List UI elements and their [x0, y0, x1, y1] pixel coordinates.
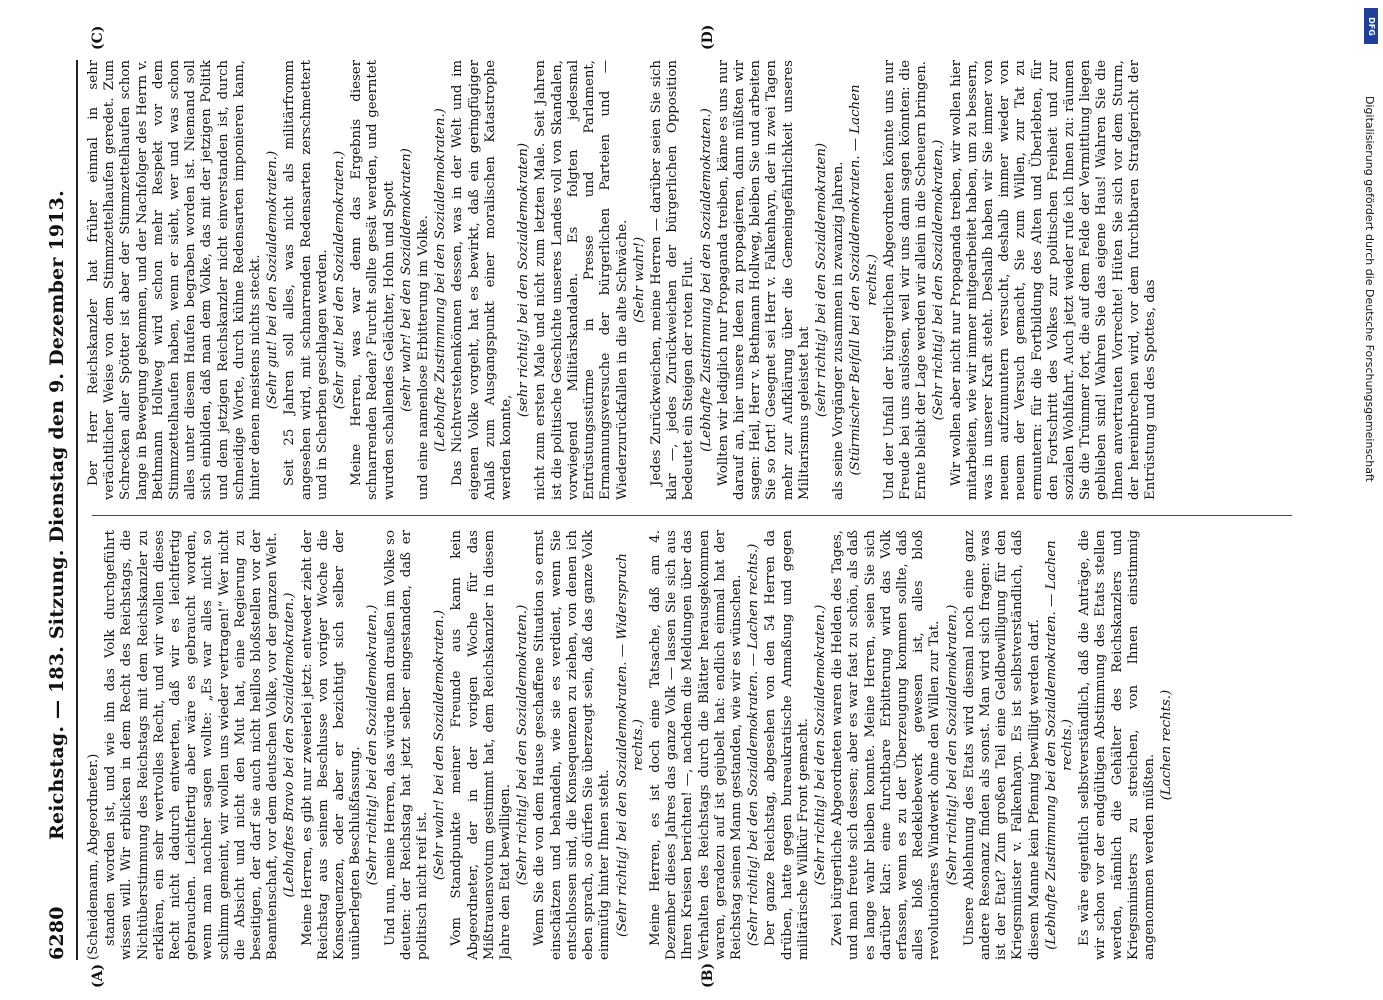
paragraph: nicht zum ersten Male und nicht zum letzten Male. Seit Jahren ist die politische Geschichte unseres Landes voll von Skandalen, vorwiegend Militärskandalen. Es folgten jedesmal Entrüstungsstürme in Presse und Parlament, Ermannungsversuche der bürgerlichen Parteien und — Wiederzurückfallen in die alte Schwäche. [533, 60, 630, 500]
paragraph: Jedes Zurückweichen, meine Herren — darüber seien Sie sich klar —, jedes Zurückweichen der bürgerlichen Opposition bedeutet ein Steigen der roten Flut. [648, 60, 697, 500]
column-divider [92, 515, 1292, 516]
interjection: (Lebhafte Zustimmung bei den Sozialdemokraten.) [433, 108, 449, 452]
paragraph: Das Nichtverstehenkönnen dessen, was in der Welt und im eigenen Volke vorgeht, hat es bewirkt, daß ein geringfügiger Anlaß zum Ausgangspunkt einer moralischen Katastrophe werden konnte, [450, 60, 515, 500]
margin-marker-c: (C) [90, 25, 106, 50]
interjection: (Sehr gut! bei den Sozialdemokraten.) [332, 150, 348, 410]
interjection: (Sehr richtig! bei den Sozialdemokraten.) [515, 604, 531, 886]
digitization-note-text: Digitalisierung gefördert durch die Deutsche Forschungsgemeinschaft [1363, 96, 1376, 482]
paragraph: und eine namenlose Erbitterung im Volke. [416, 215, 432, 500]
paragraph: Meine Herren, es ist doch eine Tatsache, daß am 4. Dezember dieses Jahres das ganze Volk — lassen Sie sich aus Ihren Kreisen berichten! —, nachdem die Meldungen über das Verhalten des Reichstags durch die Blätter herausgekommen waren, geradezu auf ist gejubelt hat: endlich einmal hat der Reichstag seinen Mann gestanden, wie wir es wünschen. [647, 530, 744, 960]
paragraph: Und nun, meine Herren, das würde man draußen im Volke so deuten: der Reichstag hat jetzt selber eingestanden, daß er politisch nicht reif ist. [382, 530, 431, 960]
digitization-note [1362, 6, 1378, 996]
paragraph: Meine Herren, was war denn das Ergebnis dieser schnarrenden Reden? Furcht sollte gesät werden, und geerntet wurden schallendes Gelächter, Hohn und Spott [349, 60, 397, 500]
paragraph: Unsere Ablehnung des Etats wird diesmal noch eine ganz andere Resonanz finden als sonst. Man wird sich fragen: was ist der Etat? Zum großen Teil eine Geldbewilligung für den Kriegsminister v. Falkenhayn. Es ist selbstverständlich, daß diesem Manne kein Pfennig bewilligt werden darf. [961, 530, 1042, 960]
interjection: (sehr wahr! bei den Sozialdemokraten) [398, 148, 414, 412]
paragraph: Es wäre eigentlich selbstverständlich, daß die Anträge, die wir schon vor der endgültigen Abstimmung des Etats stellen werden, nämlich die Gehälter des Reichskanzlers und Kriegsministers zu streichen, von Ihnen einstimmig angenommen werden müßten. [1077, 530, 1157, 960]
interjection: (Sehr richtig! bei den Sozialdemokraten. — Lachen rechts.) [746, 543, 762, 947]
page-title: Reichstag. — 183. Sitzung. Dienstag den 9. Dezember 1913. [46, 190, 68, 840]
header-rule [76, 60, 78, 960]
page-number: 6280 [46, 906, 68, 960]
paragraph: Der ganze Reichstag, abgesehen von den 54 Herren da drüben, hatte gegen bureaukratische Anmaßung und gegen militärische Willkür Front gemacht. [763, 530, 811, 960]
paragraph: standen worden ist, und wie ihn das Volk durchgeführt wissen will. Wir erblicken in dem Recht des Reichstags, die Nichtüberstimmung des Reichstags mit dem Reichskanzler zu erklären, ein sehr wertvolles Recht, und wir wollen dieses Recht nicht dadurch entwerten, daß wir es leichtfertig gebrauchen. Leichtfertig aber wäre es gebraucht worden, wenn man nachher sagen wollte: „Es war alles nicht so schlimm gemeint, wir wollen uns wieder vertragen!“ Wer nicht die Absicht und nicht den Mut hat, eine Regierung zu beseitigen, der darf sie auch nicht heillos bloßstellen vor der Beamtenschaft, vor dem deutschen Volke, vor der ganzen Welt. [103, 530, 281, 960]
interjection: (Stürmischer Beifall bei den Sozialdemokraten. — Lachen rechts.) [848, 84, 880, 476]
paragraph: als seine Vorgänger zusammen in zwanzig Jahren. [831, 161, 847, 500]
interjection: (Sehr gut! bei den Sozialdemokraten.) [265, 150, 281, 410]
interjection: (Sehr richtig! bei den Sozialdemokraten.) [365, 604, 381, 886]
paragraph: Vom Standpunkte meiner Freunde aus kann kein Abgeordneter, der in der vorigen Woche für das Mißtrauensvotum gestimmt hat, dem Reichskanzler in diesem Jahre den Etat bewilligen. [449, 530, 514, 960]
paragraph: Wollten wir lediglich nur Propaganda treiben, käme es uns nur darauf an, hier unsere Ideen zu propagieren, dann müßten wir sagen: Heil, Herr v. Bethmann Hollweg, bleiben Sie und arbeiten Sie so fort! Gesegnet sei Herr v. Falkenhayn, der in zwei Tagen mehr zur Aufklärung über die Gemeingefährlichkeit unseres Militarismus geleistet hat [715, 60, 812, 500]
left-column [86, 530, 1306, 960]
interjection: (Lachen rechts.) [1159, 689, 1175, 801]
paragraph: Wenn Sie die von dem Hause geschaffene Situation so ernst einschätzen und behandeln, wie sie es verdient, wenn Sie entschlossen sind, die Konsequenzen zu ziehen, von denen ich eben sprach, so dürfen Sie überzeugt sein, daß das ganze Volk einmütig hinter Ihnen steht. [532, 530, 613, 960]
interjection: (Lebhaftes Bravo bei den Sozialdemokraten.) [282, 592, 298, 898]
interjection: (Sehr wahr! bei den Sozialdemokraten.) [432, 609, 448, 881]
paragraph: Meine Herren, es gibt nur zweierlei jetzt: entweder zieht der Reichstag aus seinem Beschlusse von voriger Woche die Konsequenzen, oder aber er bezichtigt sich selber der unüberlegten Beschlußfassung. [299, 530, 364, 960]
dfg-logo: DFG [1364, 8, 1378, 44]
interjection: (Sehr richtig! bei den Sozialdemokraten.) [931, 139, 947, 421]
margin-marker-a: (A) [90, 963, 106, 988]
interjection: (Sehr richtig! bei den Sozialdemokraten.) [812, 604, 828, 886]
paragraph: Zwei bürgerliche Abgeordneten waren die Helden des Tages, und man freute sich dessen; aber es war fast zu schön, als daß es lange wahr bleiben konnte. Meine Herren, seien Sie sich darüber klar: eine furchtbare Erbitterung wird das Volk erfassen, wenn es zu der Überzeugung kommen sollte, daß alles bloß Redeklebewerk gewesen ist, alles bloß revolutionäres Windwerk ohne den Willen zur Tat. [830, 530, 943, 960]
interjection: (sehr richtig! bei den Sozialdemokraten) [813, 142, 829, 418]
page-header [46, 40, 72, 960]
interjection: (Sehr wahr!) [631, 236, 647, 324]
margin-marker-b: (B) [700, 962, 716, 988]
paragraph: Wir wollen aber nicht nur Propaganda treiben, wir wollen hier mitarbeiten, wie wir immer mitgearbeitet haben, um zu bessern, was in unserer Kraft steht. Deshalb haben wir Sie immer von neuem aufzumuntern versucht, deshalb immer wieder von neuem der Versuch gemacht, Sie zum Willen, zur Tat zu ermuntern: für die Fortbildung des Alten und Überlebten, für den Fortschritt des Volkes zur politischen Freiheit und zur sozialen Wohlfahrt. Auch jetzt wieder rufe ich Ihnen zu: räumen Sie die Trümmer fort, die auf dem Felde der Vermittlung liegen geblieben sind! Wahren Sie das eigene Haus! Wahren Sie die Ihnen anvertrauten Vorrechte! Hüten Sie sich vor dem Sturm, der hereinbrechen wird, vor dem furchtbaren Strafgericht der Entrüstung und des Spottes, das [948, 60, 1158, 500]
interjection: (Sehr richtig! bei den Sozialdemokraten. — Widerspruch rechts.) [614, 553, 646, 937]
right-column [86, 60, 1306, 500]
interjection: (Sehr richtig! bei den Sozialdemokraten.) [944, 604, 960, 886]
speaker-note: (Scheidemann, Abgeordneter.) [86, 753, 101, 960]
paragraph: Der Herr Reichskanzler hat früher einmal in sehr verächtlicher Weise von dem Stimmzettelhaufen geredet. Zum Schrecken aller Spötter ist aber der Stimmzettelhaufen schon lange in Bewegung gekommen, und der Nachfolger des Herrn v. Bethmann Hollweg wird schon mehr Respekt vor dem Stimmzettelhaufen haben, wenn er sieht, wer und was schon alles unter diesem Haufen begraben worden ist. Niemand soll sich einbilden, daß man dem Volke, das mit der jetzigen Politik und dem jetzigen Reichskanzler nicht einverstanden ist, durch schneidige Worte, durch kühne Redensarten imponieren kann, hinter denen meistens nichts steckt. [86, 60, 264, 500]
interjection: (Lebhafte Zustimmung bei den Sozialdemokraten.) [698, 108, 714, 452]
paragraph: Und der Unfall der bürgerlichen Abgeordneten könnte uns nur Freude bei uns auslösen, weil wir uns dann sagen könnten: die Ernte bleibt der Lage werden wir allein in die Scheuern bringen. [881, 60, 930, 500]
interjection: (sehr richtig! bei den Sozialdemokraten) [516, 142, 532, 418]
margin-marker-d: (D) [700, 24, 716, 50]
interjection: (Lebhafte Zustimmung bei den Sozialdemokraten. — Lachen rechts.) [1043, 540, 1075, 950]
paragraph: Seit 25 Jahren soll alles, was nicht als militärfromm angesehen wird, mit schnarrenden Redensarten zerschmettert und in Scherben geschlagen werden. [282, 60, 330, 500]
